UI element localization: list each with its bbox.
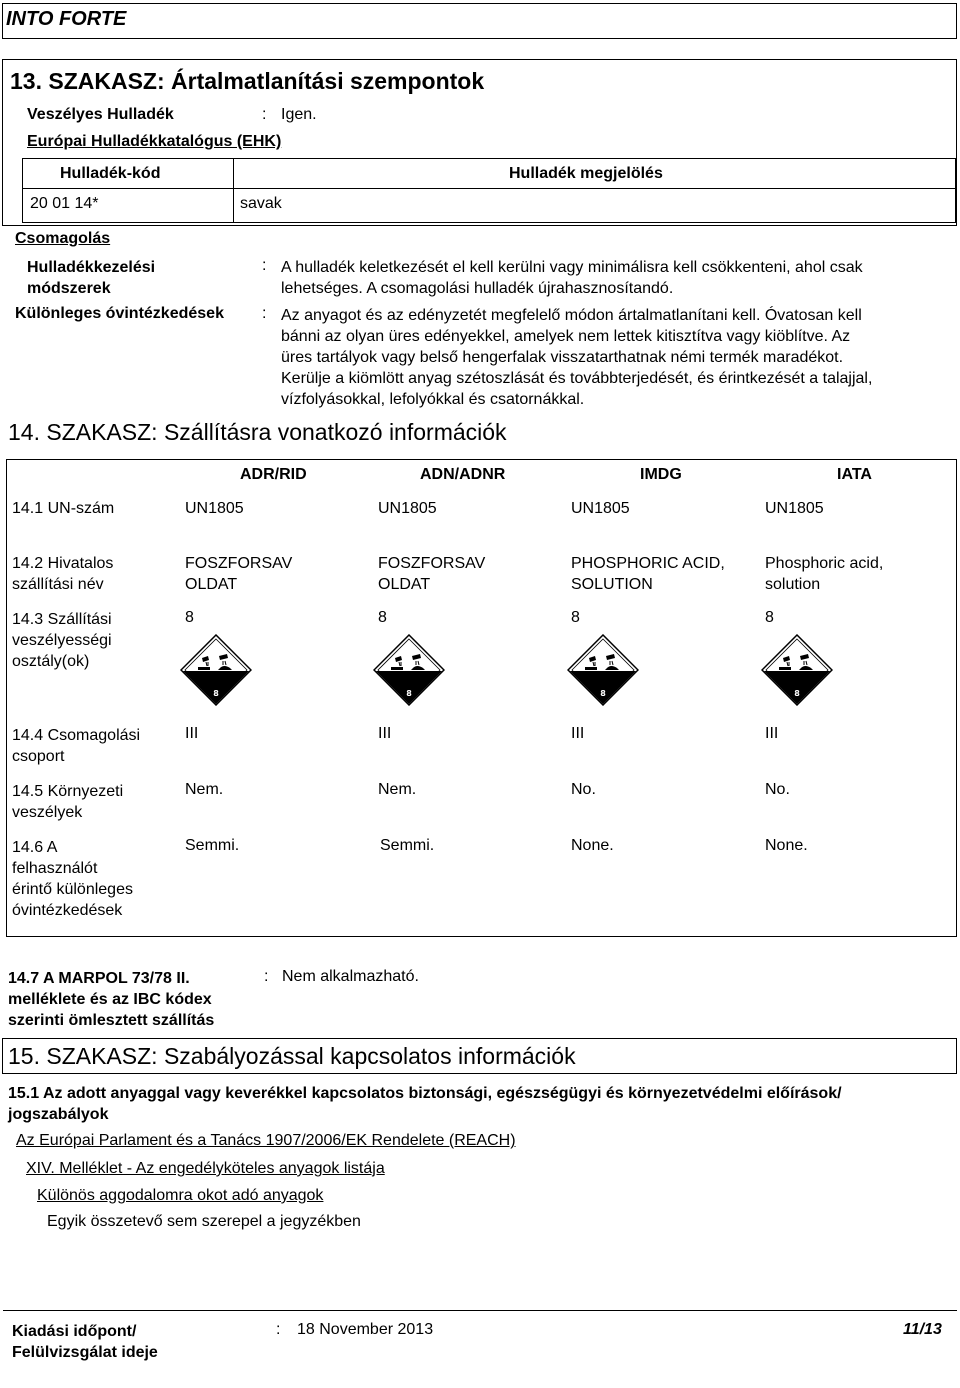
ehk-label: Európai Hulladékkatalógus (EHK) <box>27 133 282 150</box>
footer-date-label <box>12 1321 158 1363</box>
corrosive-pictogram-icon <box>373 634 445 706</box>
label-line: 14.4 Csomagolási <box>12 727 141 744</box>
label-line: felhasználót <box>12 860 98 877</box>
corrosive-pictogram-icon <box>761 634 833 706</box>
special-line: Az anyagot és az edényzetét megfelelő módon ártalmatlanítani kell. Óvatosan kell <box>281 307 862 324</box>
reach-regulation-heading: Az Európai Parlament és a Tanács 1907/2006/EK Rendelete (REACH) <box>16 1132 516 1149</box>
page-number: 11/13 <box>903 1321 942 1338</box>
waste-table-divider <box>22 188 956 189</box>
methods-text <box>281 257 863 299</box>
col-adr-rid: ADR/RID <box>240 466 307 483</box>
row-packing-group-label <box>12 725 140 767</box>
hazard-class-imdg: 8 <box>571 609 580 626</box>
methods-text-line: lehetséges. A csomagolási hulladék újrahasznosítandó. <box>281 280 674 297</box>
shipping-name-iata <box>765 553 883 595</box>
annex-xiv-heading: XIV. Melléklet - Az engedélyköteles anyagok listája <box>26 1160 385 1177</box>
colon: : <box>276 1321 281 1338</box>
special-precautions-text <box>281 305 872 410</box>
label-line: 14.5 Környezeti <box>12 783 124 800</box>
special-line: vízfolyásokkal, lefolyókkal és csatornákkal. <box>281 391 585 408</box>
value-line: FOSZFORSAV <box>378 555 486 572</box>
packing-group-adn: III <box>378 725 392 742</box>
label-line: 14.2 Hivatalos <box>12 555 114 572</box>
packing-group-imdg: III <box>571 725 585 742</box>
environmental-iata: No. <box>765 781 790 798</box>
un-number-iata: UN1805 <box>765 500 824 517</box>
row-special-precautions-label <box>12 837 133 921</box>
brand-name: INTO FORTE <box>6 8 127 30</box>
section-13-title: 13. SZAKASZ: Ártalmatlanítási szempontok <box>10 68 485 94</box>
methods-label-line: módszerek <box>27 280 111 297</box>
subtitle-line: jogszabályok <box>8 1106 109 1123</box>
value-line: SOLUTION <box>571 576 653 593</box>
colon: : <box>262 305 267 322</box>
label-line: melléklete és az IBC kódex <box>8 991 212 1008</box>
label-line: szerinti ömlesztett szállítás <box>8 1012 215 1029</box>
value-line: OLDAT <box>185 576 238 593</box>
subtitle-line: 15.1 Az adott anyaggal vagy keverékkel kapcsolatos biztonsági, egészségügyi és környezetvédelmi előírások/ <box>8 1085 842 1102</box>
marpol-value: Nem alkalmazható. <box>282 968 419 985</box>
un-number-imdg: UN1805 <box>571 500 630 517</box>
special-precautions-imdg: None. <box>571 837 614 854</box>
environmental-adn: Nem. <box>378 781 417 798</box>
special-precautions-label: Különleges óvintézkedések <box>15 305 224 322</box>
regulation-subtitle <box>8 1083 842 1125</box>
packing-group-adr: III <box>185 725 199 742</box>
footer-date-value: 18 November 2013 <box>297 1321 434 1338</box>
label-line: veszélyességi <box>12 632 112 649</box>
special-precautions-iata: None. <box>765 837 808 854</box>
hazard-class-adr: 8 <box>185 609 194 626</box>
row-un-number-label: 14.1 UN-szám <box>12 500 115 517</box>
colon: : <box>262 106 267 123</box>
special-precautions-adn: Semmi. <box>380 837 435 854</box>
value-line: FOSZFORSAV <box>185 555 293 572</box>
shipping-name-imdg <box>571 553 725 595</box>
hazard-class-iata: 8 <box>765 609 774 626</box>
packaging-label: Csomagolás <box>15 230 111 247</box>
label-line: csoport <box>12 748 65 765</box>
value-line: PHOSPHORIC ACID, <box>571 555 725 572</box>
methods-label <box>27 257 155 299</box>
un-number-adr: UN1805 <box>185 500 244 517</box>
label-line: 14.3 Szállítási <box>12 611 112 628</box>
shipping-name-adn <box>378 553 485 595</box>
value-line: Phosphoric acid, <box>765 555 884 572</box>
section-14-title: 14. SZAKASZ: Szállításra vonatkozó információk <box>8 419 507 445</box>
environmental-imdg: No. <box>571 781 596 798</box>
svhc-status: Egyik összetevő sem szerepel a jegyzékben <box>47 1213 361 1230</box>
svg-text:8: 8 <box>213 689 219 698</box>
label-line: Kiadási időpont/ <box>12 1323 137 1340</box>
col-iata: IATA <box>837 466 872 483</box>
label-line: óvintézkedések <box>12 902 123 919</box>
header-bar <box>2 3 957 39</box>
hazard-class-adn: 8 <box>378 609 387 626</box>
methods-text-line: A hulladék keletkezését el kell kerülni vagy minimálisra kell csökkenteni, ahol csak <box>281 259 863 276</box>
waste-table-col-divider <box>233 158 234 223</box>
colon: : <box>264 968 269 985</box>
svg-text:8: 8 <box>600 689 606 698</box>
row-shipping-name-label <box>12 553 113 595</box>
special-line: bánni az olyan üres edényekkel, amelyek nem lettek kitisztítva vagy kiöblítve. Az <box>281 328 851 345</box>
un-number-adn: UN1805 <box>378 500 437 517</box>
corrosive-pictogram-icon <box>180 634 252 706</box>
footer-divider <box>3 1310 957 1311</box>
section-15-title: 15. SZAKASZ: Szabályozással kapcsolatos információk <box>8 1043 576 1069</box>
marpol-label <box>8 968 214 1031</box>
environmental-adr: Nem. <box>185 781 224 798</box>
label-line: érintő különleges <box>12 881 133 898</box>
svg-text:8: 8 <box>794 689 800 698</box>
label-line: 14.6 A <box>12 839 58 856</box>
label-line: Felülvizsgálat ideje <box>12 1344 158 1361</box>
hazardous-waste-label: Veszélyes Hulladék <box>27 106 174 123</box>
value-line: solution <box>765 576 821 593</box>
value-line: OLDAT <box>378 576 431 593</box>
label-line: szállítási név <box>12 576 104 593</box>
waste-code-header: Hulladék-kód <box>60 165 161 182</box>
row-hazard-class-label <box>12 609 112 672</box>
colon: : <box>262 257 267 274</box>
shipping-name-adr <box>185 553 292 595</box>
special-line: üres tartályok vagy belső hengerfalak visszatarthatnak némi termék maradékot. <box>281 349 844 366</box>
waste-desc-header: Hulladék megjelölés <box>509 165 663 182</box>
methods-label-line: Hulladékkezelési <box>27 259 156 276</box>
col-adn-adnr: ADN/ADNR <box>420 466 506 483</box>
waste-code-value: 20 01 14* <box>30 195 99 212</box>
special-precautions-adr: Semmi. <box>185 837 240 854</box>
corrosive-pictogram-icon <box>567 634 639 706</box>
label-line: 14.7 A MARPOL 73/78 II. <box>8 970 190 987</box>
label-line: osztály(ok) <box>12 653 90 670</box>
svg-text:8: 8 <box>406 689 412 698</box>
special-line: Kerülje a kiömlött anyag szétoszlását és továbbterjedését, és érintkezését a talajjal, <box>281 370 873 387</box>
row-environmental-label <box>12 781 123 823</box>
label-line: veszélyek <box>12 804 83 821</box>
col-imdg: IMDG <box>640 466 682 483</box>
hazardous-waste-value: Igen. <box>281 106 317 123</box>
svhc-heading: Különös aggodalomra okot adó anyagok <box>37 1187 324 1204</box>
packing-group-iata: III <box>765 725 779 742</box>
waste-code-table <box>22 158 956 223</box>
waste-desc-value: savak <box>240 195 282 212</box>
